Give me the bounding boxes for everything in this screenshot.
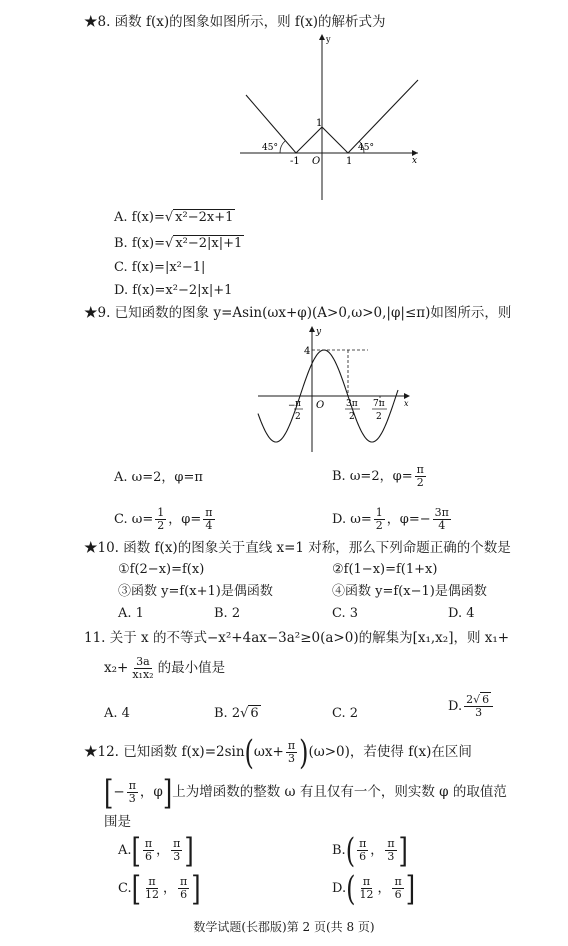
q8-origin: O [312,156,321,167]
q10-statement-1: ①f(2−x)=f(x) [118,562,205,577]
q10-option-b[interactable]: B. 2 [214,606,241,621]
q11-option-d[interactable]: D. $\frac{2√ 6}{3}$ [448,694,495,719]
q8-graph [238,30,422,202]
q9-option-d[interactable]: D. ω= $\frac{1}{2}$ ，φ=− $\frac{3\pi}{4}$ [332,506,449,532]
q11-option-c[interactable]: C. 2 [332,706,359,721]
q8-option-c[interactable]: C. f(x)=|x²−1| [114,260,206,275]
q10-option-c[interactable]: C. 3 [332,606,359,621]
q9-t1-num: π [295,399,301,409]
q8-y-arrow [319,34,325,40]
q11-option-a[interactable]: A. 4 [104,706,130,721]
q10-statement-3: ③函数 y=f(x+1)是偶函数 [118,584,273,599]
q9-option-a[interactable]: A. ω=2，φ=π [114,470,203,485]
q8-angle-right: 45° [358,143,374,153]
q10-option-a[interactable]: A. 1 [118,606,144,621]
q11-line1: 11. 关于 x 的不等式−x²+4ax−3a²≥0(a>0)的解集为[x₁,x₂]，则 x₁+ [84,630,510,646]
q8-x-label: x [412,156,418,166]
q8-option-d[interactable]: D. f(x)=x²−2|x|+1 [114,283,233,298]
q9-t1-sign: − [288,401,296,411]
q10-statement-2: ②f(1−x)=f(1+x) [332,562,438,577]
q8-tick-1: 1 [346,156,353,167]
q9-x-label: x [404,399,409,408]
q9-option-c[interactable]: C. ω= $\frac{1}{2}$ ，φ= $\frac{\pi}{4}$ [114,506,213,532]
q9-y-arrow [309,326,315,332]
q9-y-label: y [316,327,322,337]
q10-stem: ★10. 函数 f(x)的图象关于直线 x=1 对称，那么下列命题正确的个数是 [84,540,511,556]
q9-max-label: 4 [304,346,311,357]
q8-angle-left: 45° [262,143,278,153]
q9-origin: O [316,400,325,411]
q9-t3-den: 2 [376,412,382,422]
q12-option-c[interactable]: C.[ $\frac{\pi}{12}$ ， $\frac{\pi}{6}$ ] [118,868,201,909]
q12-line3: 围是 [104,814,131,830]
q8-option-b[interactable]: B. f(x)=√ x²−2|x|+1 [114,236,243,251]
q8-option-a[interactable]: A. f(x)=√ x²−2x+1 [114,210,234,225]
q8-stem: ★8. 函数 f(x)的图象如图所示，则 f(x)的解析式为 [84,14,386,30]
q12-line1: ★12. 已知函数 f(x)=2sin(ωx+ $\frac{\pi}{3}$ )(ω>0)，若使得 f(x)在区间 [84,732,472,773]
q8-tick-neg1: -1 [290,156,300,167]
q9-graph [254,322,414,456]
q12-option-a[interactable]: A.[ $\frac{\pi}{6}$ ， $\frac{\pi}{3}$ ] [118,830,194,871]
q12-option-d[interactable]: D.( $\frac{\pi}{12}$ ， $\frac{\pi}{6}$ ] [332,868,416,909]
page-footer: 数学试题(长郡版)第 2 页(共 8 页) [193,920,375,934]
q9-stem: ★9. 已知函数的图象 y=Asin(ωx+φ)(A>0,ω>0,|φ|≤π)如图所示，则 [84,305,512,321]
q11-option-b[interactable]: B. 2√ 6 [214,706,259,721]
q9-option-b[interactable]: B. ω=2，φ= $\frac{\pi}{2}$ [332,463,424,489]
q12-option-b[interactable]: B.( $\frac{\pi}{6}$ ， $\frac{\pi}{3}$ ] [332,830,408,871]
q8-peak-label: 1 [316,118,323,129]
q12-line2: [− $\frac{\pi}{3}$ ，φ]上为增函数的整数 ω 有且仅有一个，则实数 φ 的取值范 [104,772,507,813]
q9-t2-num: 3π [346,399,358,409]
q8-y-label: y [326,35,331,44]
q8-angle-arc-left [280,141,285,153]
q9-t3-num: 7π [373,399,385,409]
q10-option-d[interactable]: D. 4 [448,606,475,621]
q9-t1-den: 2 [295,412,301,422]
q11-line2: x₂+ $\frac{3a}{\text{x₁x₂}}$ 的最小值是 [104,655,226,681]
q9-t2-den: 2 [349,412,355,422]
q10-statement-4: ④函数 y=f(x−1)是偶函数 [332,584,487,599]
